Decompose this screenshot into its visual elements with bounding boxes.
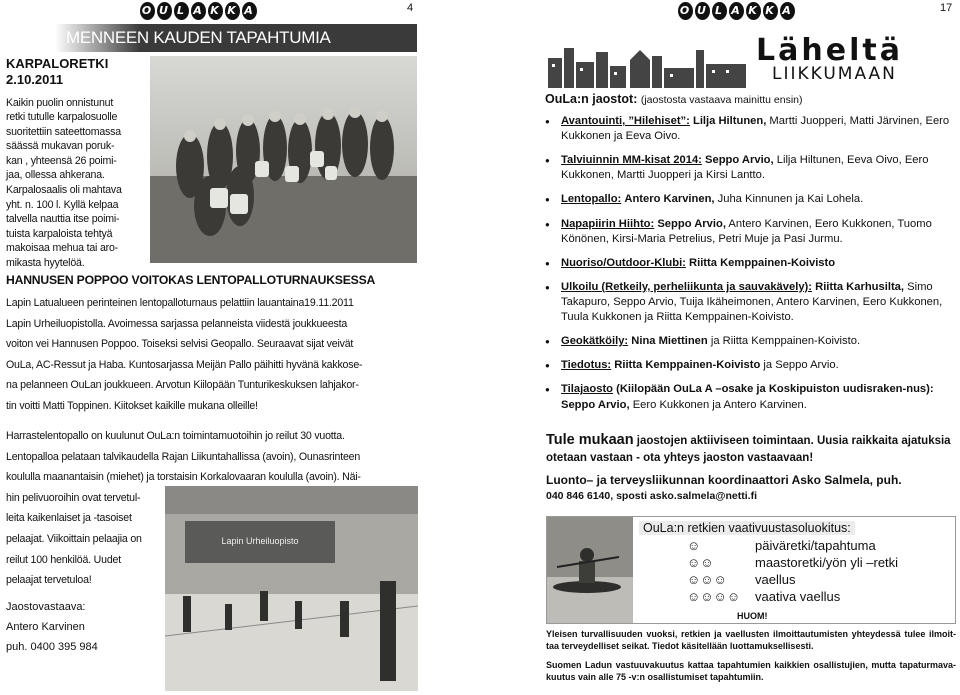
- list-item: [545, 217, 957, 247]
- join-big: Tule mukaan: [546, 432, 634, 448]
- karpalo-article: [6, 56, 146, 271]
- jaosto-lead: Riitta Kemppainen-Koivisto: [614, 359, 761, 372]
- karpalo-line: tuista karpaloista tehtyä: [6, 227, 113, 240]
- banner-word-2: LIIKKUMAAN: [772, 64, 897, 84]
- karpalo-line: retki tutulle karpalosuolle: [6, 111, 118, 124]
- level-text: maastoretki/yön yli –retki: [755, 555, 899, 570]
- group-photo-image: [150, 56, 417, 263]
- poppoo-line: Lapin Latualueen perinteinen lentopalloturnaus pelattiin lauantaina19.11.2011: [6, 297, 354, 309]
- jaosto-name: Tilajaosto: [561, 383, 614, 396]
- list-item: [545, 334, 957, 349]
- volleyball-contact: [6, 597, 98, 657]
- list-item: [545, 358, 957, 373]
- poppoo-heading: HANNUSEN POPPOO VOITOKAS LENTOPALLOTURNAUKSESSA: [6, 273, 376, 287]
- jaosto-name: Tiedotus:: [561, 359, 612, 372]
- level-row: [687, 588, 898, 605]
- karpalo-title: [6, 56, 146, 89]
- karpalo-date: 2.10.2011: [6, 72, 64, 88]
- list-item: [545, 114, 957, 144]
- list-item: [545, 382, 957, 412]
- smiley-icon: ☺☺: [687, 555, 714, 570]
- harraste-line: hin pelivuoroihin ovat tervetul-: [6, 491, 141, 504]
- jaosto-lead: (Kiilopään OuLa A –osake ja Koskipuiston uudisraken-nus): Seppo Arvio,: [561, 383, 934, 411]
- oulakka-logo-left: O U L A K K A: [140, 2, 257, 20]
- jaosto-lead: Seppo Arvio,: [657, 217, 726, 230]
- jaosto-lead: Nina Miettinen: [631, 335, 708, 348]
- jaostot-title-row: [545, 92, 957, 106]
- photo-sign: Lapin Urheiluopisto: [221, 536, 299, 546]
- join-text: jaostojen aktiiviseen toimintaan. Uusia raikkaita ajatuksia otetaan vastaan - ota yhteys jaoston vastaavaan!: [546, 435, 951, 465]
- jaosto-lead: Seppo Arvio,: [705, 154, 774, 167]
- level-row: [687, 537, 898, 554]
- harraste-line: Harrastelentopallo on kuulunut OuLa:n toimintamuotoihin jo reilut 30 vuotta.: [6, 430, 345, 442]
- jaosto-lead: Riitta Karhusilta,: [815, 280, 905, 293]
- harraste-line: leita kaikenlaiset ja -tasoiset: [6, 512, 132, 525]
- jaosto-lead: Riitta Kemppainen-Koivisto: [689, 256, 836, 269]
- poppoo-line: Lapin Urheiluopistolla. Avoimessa sarjassa pelanneista viidestä joukkueesta: [6, 317, 348, 330]
- jaosto-members: Juha Kinnunen ja Kai Lohela.: [714, 193, 864, 206]
- harraste-line: Lentopalloa pelataan talvikaudella Rajan Liikuntahallissa (avoin), Ounasrinteen: [6, 450, 361, 463]
- karpalo-line: jaa, ollessa ahkerana.: [6, 169, 105, 182]
- jaostot-title: OuLa:n jaostot:: [545, 92, 638, 106]
- insurance-note: Suomen Ladun vastuuvakuutus kattaa tapahtumien kaikkien osallistujien, mutta tapaturmava-kuutus vain alle 75 -v:n osallistumiset tapahtumiin.: [546, 660, 956, 682]
- jaosto-lead: Lilja Hiltunen,: [692, 115, 767, 127]
- level-text: päiväretki/tapahtuma: [755, 538, 876, 553]
- volleyball-photo-image: [165, 486, 418, 691]
- karpalo-line: säässä mukavan poruk-: [6, 140, 115, 153]
- jaosto-name: Ulkoilu (Retkeily, perheliikunta ja sauvakävely):: [561, 280, 812, 293]
- poppoo-line: voiton vei Hannusen Poppoo. Toiseksi selvisi Geopallo. Seuraavat sijat veivät: [6, 338, 354, 351]
- safety-note: Yleisen turvallisuuden vuoksi, retkien ja vaellusten ilmoittautumisten yhteydessä tulee ilmoit-taa terveydelliset seikat. Tiedot käsitellään luottamuksellisesti.: [546, 629, 956, 651]
- jaosto-name: Avantouinti, ”Hilehiset”:: [561, 115, 690, 127]
- jaostot-list: [545, 114, 957, 413]
- list-item: [545, 192, 957, 207]
- group-photo: [150, 56, 417, 263]
- banner-word-1: Läheltä: [756, 33, 903, 68]
- jaosto-lead: Antero Karvinen,: [624, 193, 715, 206]
- levels-box: [546, 516, 956, 624]
- kayak-photo-image: [547, 517, 633, 623]
- level-text: vaellus: [755, 572, 796, 587]
- poppoo-article: [6, 273, 416, 417]
- jaosto-members: Simo Takapuro, Seppo Arvio, Tuija Ikäheimonen, Antero Karvinen, Eero Kukkonen, Tuula Kukkonen ja Riitta Kemppainen-Koivisto.: [561, 280, 943, 324]
- laheltä-banner: [540, 30, 954, 88]
- kayak-photo: [547, 517, 633, 623]
- oulakka-logo-right: O U L A K K A: [678, 2, 795, 20]
- jaosto-members: Martti Juopperi, Matti Järvinen, Eero Kukkonen ja Eeva Oivo.: [561, 115, 950, 143]
- poppoo-line: tin voitti Matti Toppinen. Kiitokset kaikille mukana olleille!: [6, 399, 258, 412]
- jaosto-members: Antero Karvinen, Eero Kukkonen, Tuomo Könönen, Kirsi-Maria Petrelius, Petri Muje ja Pasi Jurmu.: [561, 217, 932, 245]
- levels-list: [687, 537, 898, 605]
- karpalo-line: mikasta hyytelöä.: [6, 257, 85, 270]
- karpalo-line: Kaikin puolin onnistunut: [6, 96, 114, 109]
- jaosto-name: Geokätköily:: [561, 335, 629, 348]
- karpalo-line: talvella nauttia itse poimi-: [6, 213, 120, 226]
- harraste-line: pelaajat. Viikoittain pelaajia on: [6, 532, 142, 545]
- karpalo-line: makoisaa mehua tai aro-: [6, 242, 118, 255]
- level-row: [687, 554, 898, 571]
- jaosto-name: Lentopallo:: [561, 193, 622, 206]
- huom-label: HUOM!: [737, 611, 768, 621]
- karpalo-line: Karpalosaalis oli mahtava: [6, 184, 122, 197]
- poppoo-line: OuLa, AC-Ressut ja Haba. Kuntosarjassa Meijän Pallo päihitti hyvänä kakkose-: [6, 358, 363, 371]
- poppoo-body: [6, 293, 416, 417]
- section-header-title: MENNEEN KAUDEN TAPAHTUMIA: [66, 28, 331, 47]
- jaosto-name: Napapiirin Hiihto:: [561, 217, 655, 230]
- karpalo-body: [6, 96, 146, 271]
- harraste-line: koululla maanantaisin (miehet) ja torstaisin Korkalovaaran koululla (avoin). Näi-: [6, 471, 361, 484]
- jaosto-name: Talviuinnin MM-kisat 2014:: [561, 154, 702, 167]
- smiley-icon: ☺☺☺: [687, 572, 727, 587]
- coordinator-line: Luonto– ja terveysliikunnan koordinaattori Asko Salmela, puh.: [546, 473, 902, 487]
- section-header-band: [0, 24, 417, 52]
- poppoo-line: na pelanneen OuLan joukkueen. Arvotun Kiilopään Tunturikeskuksen lahjakor-: [6, 379, 359, 392]
- harraste-line: pelaajat tervetuloa!: [6, 574, 92, 587]
- page-number-right: 17: [940, 2, 953, 14]
- smiley-icon: ☺☺☺☺: [687, 589, 741, 604]
- karpalo-title-line: KARPALORETKI: [6, 56, 109, 71]
- list-item: [545, 280, 957, 325]
- list-item: [545, 153, 957, 183]
- jaosto-members: Lilja Hiltunen, Eeva Oivo, Eero Kukkonen, Martti Juopperi ja Kirsi Lantto.: [561, 154, 929, 182]
- harraste-line: reilut 100 henkilöä. Uudet: [6, 553, 121, 566]
- smiley-icon: ☺: [687, 538, 701, 553]
- karpalo-line: yht. n. 100 l. Kyllä kelpaa: [6, 198, 119, 211]
- levels-title: OuLa:n retkien vaativuustasoluokitus:: [639, 521, 855, 535]
- join-callout: [546, 430, 956, 466]
- jaostot-note: (jaostosta vastaava mainittu ensin): [640, 94, 803, 106]
- jaosto-members: ja Seppo Arvio.: [760, 359, 839, 372]
- page-number-left: 4: [407, 2, 414, 14]
- contact-phone: puh. 0400 395 984: [6, 641, 98, 653]
- volleyball-photo: [165, 486, 418, 691]
- karpalo-line: suoritettiin sateettomassa: [6, 125, 121, 138]
- contact-name: Antero Karvinen: [6, 621, 85, 633]
- contact-role: Jaostovastaava:: [6, 601, 86, 613]
- jaosto-name: Nuoriso/Outdoor-Klubi:: [561, 256, 686, 269]
- list-item: [545, 256, 957, 271]
- level-row: [687, 571, 898, 588]
- jaosto-members: ja Riitta Kemppainen-Koivisto.: [707, 335, 861, 348]
- karpalo-line: kan , yhteensä 26 poimi-: [6, 154, 117, 167]
- coordinator-contact: 040 846 6140, sposti asko.salmela@netti.fi: [546, 489, 758, 502]
- level-text: vaativa vaellus: [755, 589, 841, 604]
- jaostot-section: [545, 92, 957, 422]
- coordinator-info: [546, 472, 956, 503]
- jaosto-members: Eero Kukkonen ja Antero Karvinen.: [629, 398, 807, 411]
